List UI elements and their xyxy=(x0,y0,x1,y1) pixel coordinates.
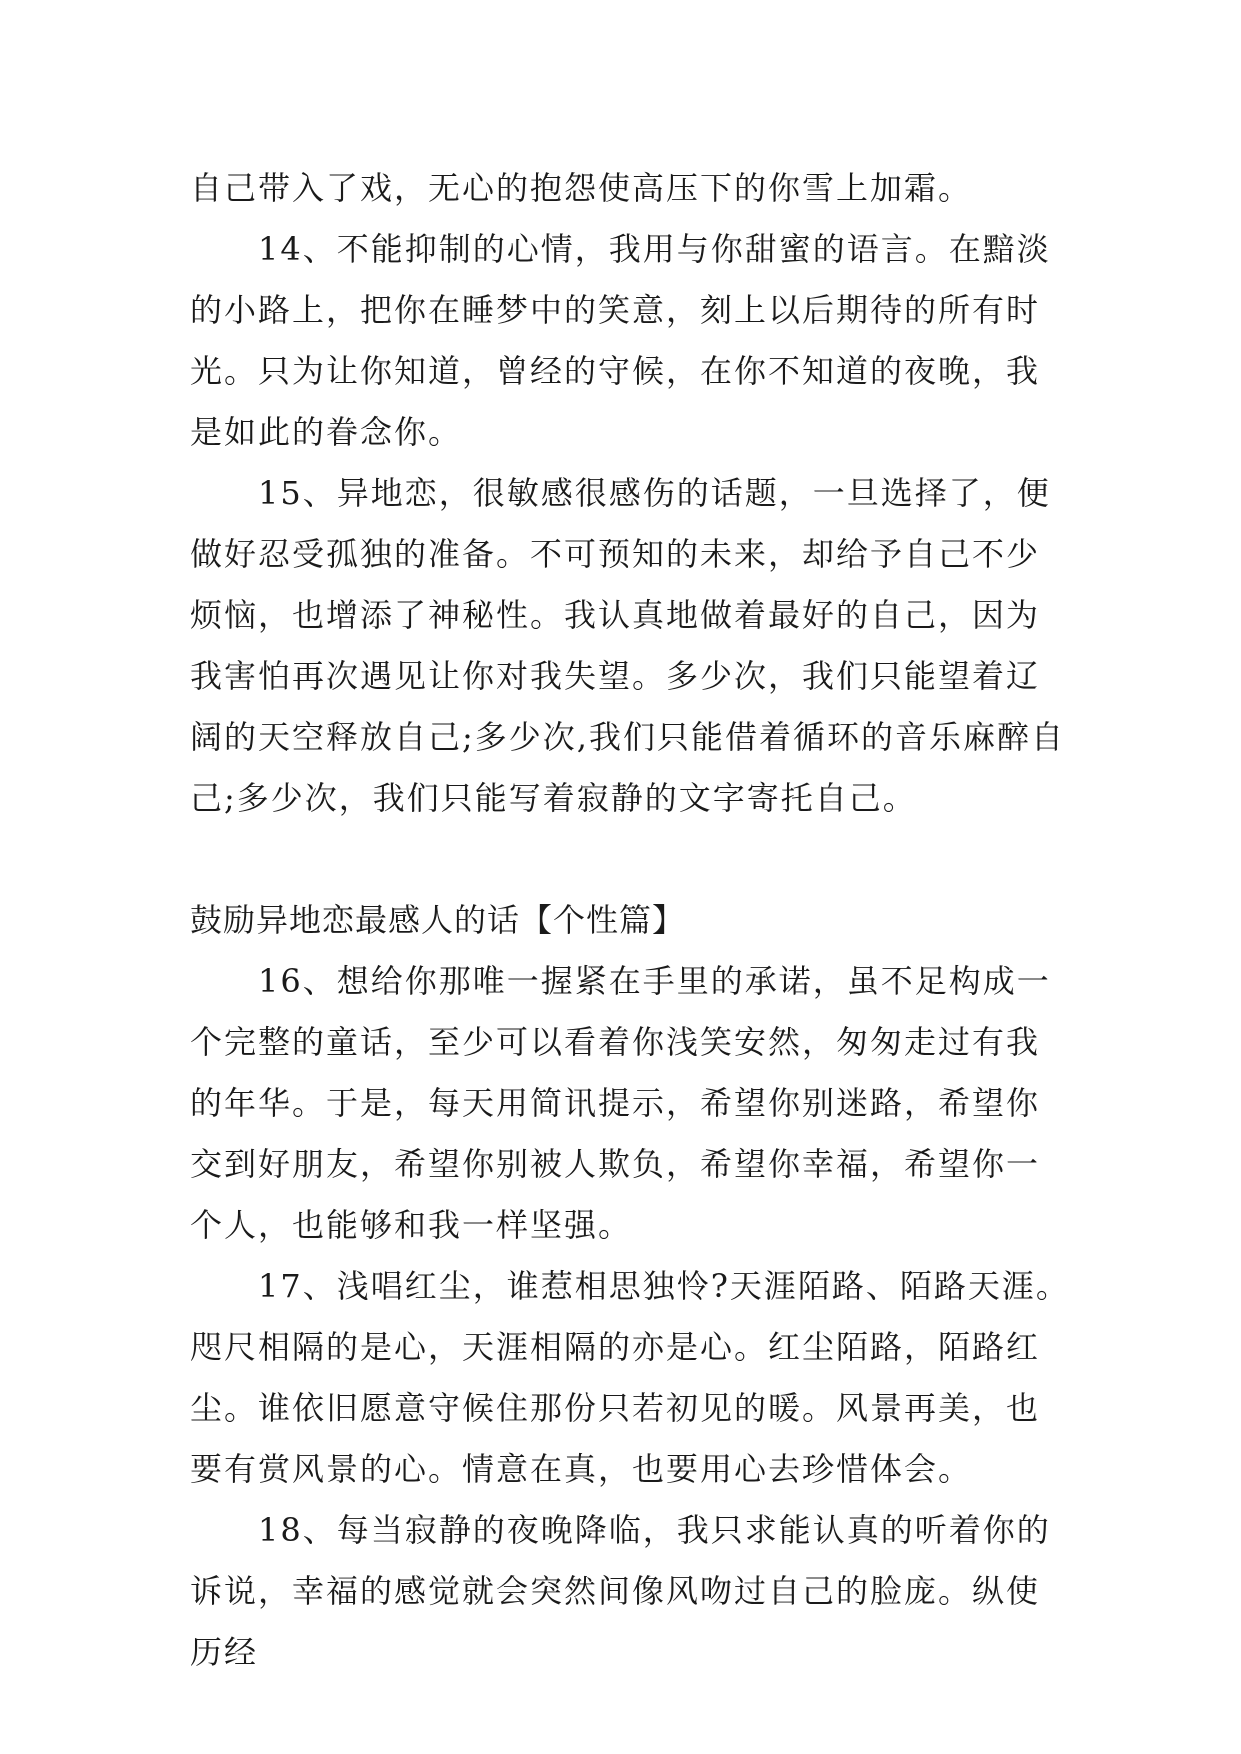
paragraph-15: 15、异地恋，很敏感很感伤的话题，一旦选择了，便做好忍受孤独的准备。不可预知的未来，却给予自己不少烦恼，也增添了神秘性。我认真地做着最好的自己，因为我害怕再次遇见让你对我失望。多少次，我们只能望着辽阔的天空释放自己;多少次,我们只能借着循环的音乐麻醉自己;多少次，我们只能写着寂静的文字寄托自己。 xyxy=(190,474,1065,817)
paragraph-17: 17、浅唱红尘，谁惹相思独怜?天涯陌路、陌路天涯。咫尺相隔的是心，天涯相隔的亦是心。红尘陌路，陌路红尘。谁依旧愿意守候住那份只若初见的暖。风景再美，也要有赏风景的心。情意在真，也要用心去珍惜体会。 xyxy=(190,1267,1070,1488)
section-heading: 鼓励异地恋最感人的话【个性篇】 xyxy=(190,901,686,939)
paragraph-16: 16、想给你那唯一握紧在手里的承诺，虽不足构成一个完整的童话，至少可以看着你浅笑安然，匆匆走过有我的年华。于是，每天用简讯提示，希望你别迷路，希望你交到好朋友，希望你别被人欺负，希望你幸福，希望你一个人，也能够和我一样坚强。 xyxy=(190,962,1051,1244)
document-body xyxy=(190,158,1070,1683)
paragraph-continuation: 自己带入了戏，无心的抱怨使高压下的你雪上加霜。 xyxy=(190,169,973,207)
paragraph-14: 14、不能抑制的心情，我用与你甜蜜的语言。在黯淡的小路上，把你在睡梦中的笑意，刻上以后期待的所有时光。只为让你知道，曾经的守候，在你不知道的夜晚，我是如此的眷念你。 xyxy=(190,230,1051,451)
paragraph-18: 18、每当寂静的夜晚降临，我只求能认真的听着你的诉说，幸福的感觉就会突然间像风吻过自己的脸庞。纵使历经 xyxy=(190,1511,1051,1671)
